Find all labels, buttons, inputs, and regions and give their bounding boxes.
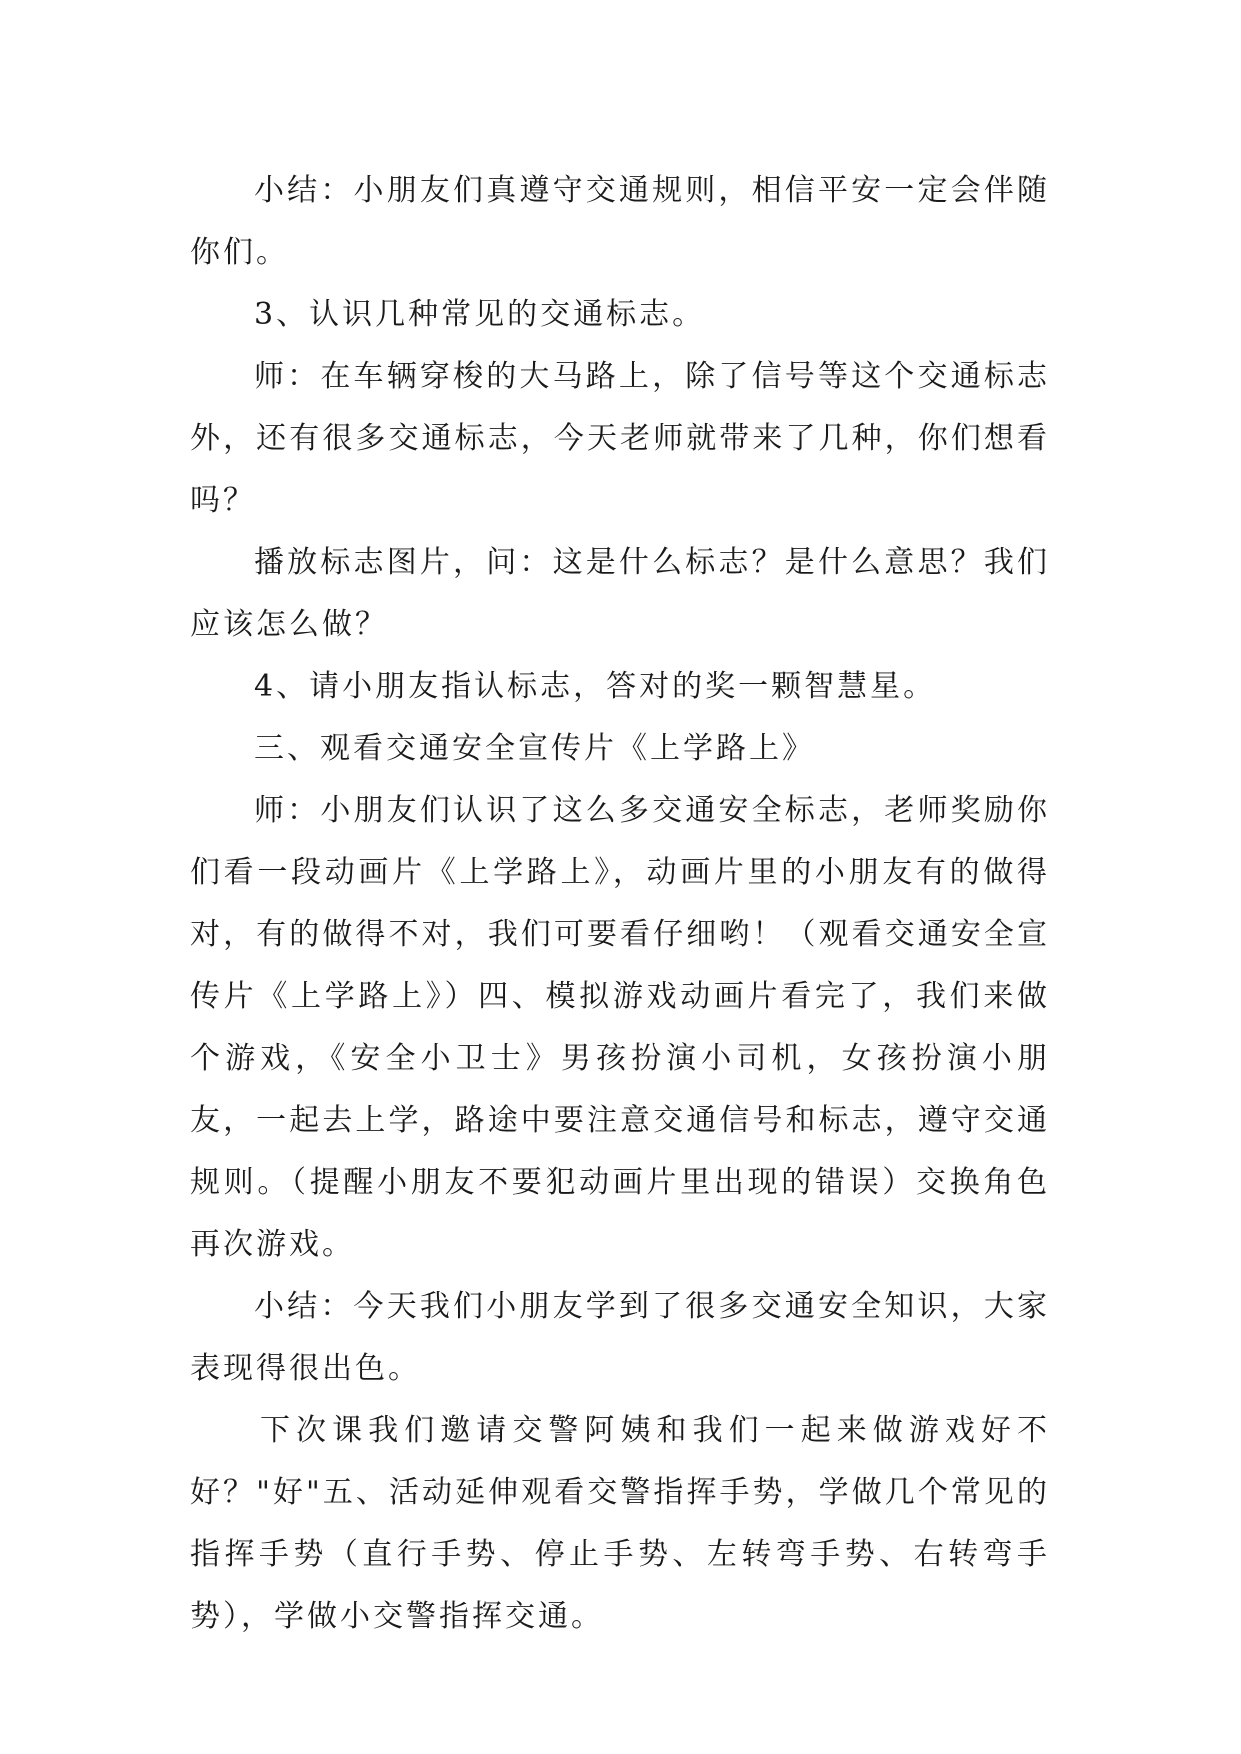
paragraph-next-class: 下次课我们邀请交警阿姨和我们一起来做游戏好不好？"好"五、活动延伸观看交警指挥手势，学做几个常见的指挥手势（直行手势、停止手势、左转弯手势、右转弯手势），学做小交警指挥交通。 [190,1413,1050,1634]
paragraph-summary-1: 小结：小朋友们真遵守交通规则，相信平安一定会伴随你们。 [190,173,1050,270]
paragraph-teacher-signs: 师：在车辆穿梭的大马路上，除了信号等这个交通标志外，还有很多交通标志，今天老师就带来了几种，你们想看吗？ [190,359,1050,518]
paragraph-step-4: 4、请小朋友指认标志，答对的奖一颗智慧星。 [254,669,937,704]
paragraph-step-3: 3、认识几种常见的交通标志。 [254,297,706,332]
paragraph-section-3: 三、观看交通安全宣传片《上学路上》 [254,731,815,766]
paragraph-teacher-video: 师：小朋友们认识了这么多交通安全标志，老师奖励你们看一段动画片《上学路上》，动画片里的小朋友有的做得对，有的做得不对，我们可要看仔细哟！（观看交通安全宣传片《上学路上》）四、模拟游戏动画片看完了，我们来做个游戏，《安全小卫士》男孩扮演小司机，女孩扮演小朋友，一起去上学，路途中要注意交通信号和标志，遵守交通规则。（提醒小朋友不要犯动画片里出现的错误）交换角色再次游戏。 [190,793,1050,1262]
paragraph-summary-2: 小结：今天我们小朋友学到了很多交通安全知识，大家表现得很出色。 [190,1289,1050,1386]
paragraph-show-pictures: 播放标志图片，问：这是什么标志？是什么意思？我们应该怎么做？ [190,545,1050,642]
document-body [190,160,1050,1648]
